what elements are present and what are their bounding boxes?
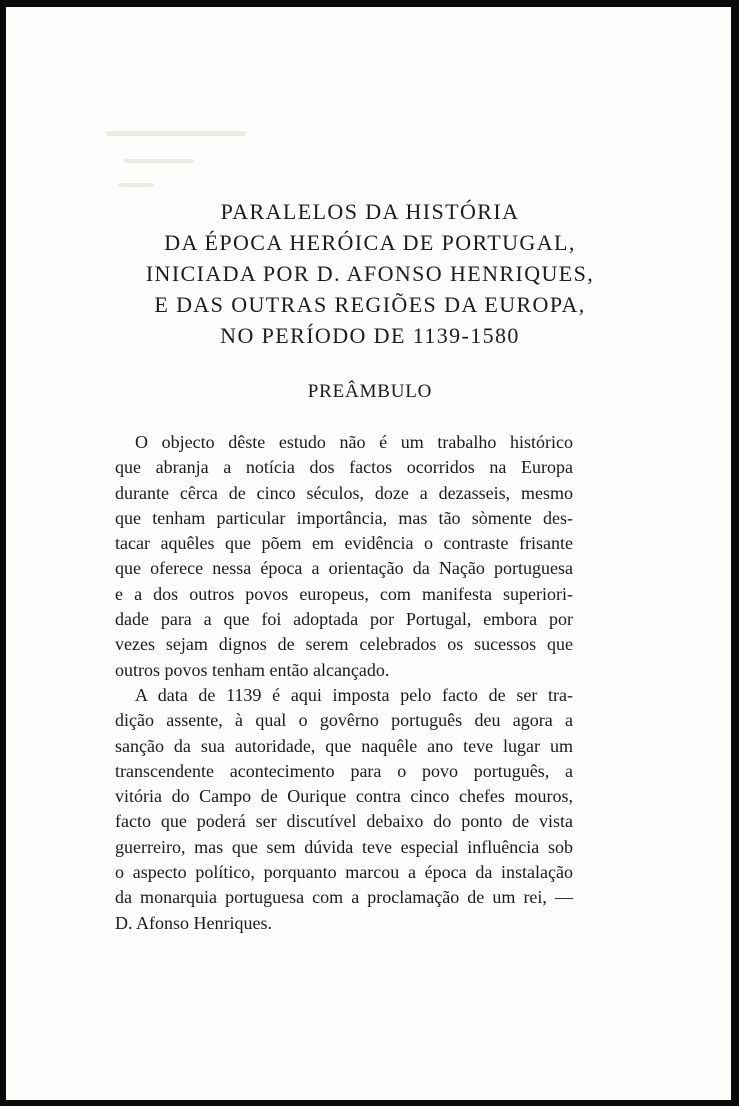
paragraph	[115, 430, 573, 683]
paragraph	[115, 683, 573, 936]
text-line: e a dos outros povos europeus, com manifesta superiori-	[115, 583, 573, 604]
text-line: guerreiro, mas que sem dúvida teve especial influência sob	[115, 836, 573, 857]
text-line: que abranja a notícia dos factos ocorridos na Europa	[115, 457, 573, 478]
text-line: da monarquia portuguesa com a proclamação de um rei, —	[115, 887, 573, 908]
title-line: INICIADA POR D. AFONSO HENRIQUES,	[145, 261, 595, 286]
body-text	[115, 430, 573, 936]
faded-mark	[124, 159, 194, 163]
text-line: dição assente, à qual o govêrno português deu agora a	[115, 710, 573, 731]
text-line: tacar aquêles que põem em evidência o contraste frisante	[115, 533, 573, 554]
faded-mark	[118, 183, 154, 187]
text-line: que oferece nessa época a orientação da Nação portuguesa	[115, 558, 573, 579]
text-line: outros povos tenham então alcançado.	[115, 659, 390, 680]
title-line: DA ÉPOCA HERÓICA DE PORTUGAL,	[164, 230, 576, 255]
text-line: A data de 1139 é aqui imposta pelo facto de ser tra-	[135, 684, 573, 705]
text-line: O objecto dêste estudo não é um trabalho histórico	[135, 432, 573, 452]
text-line: que tenham particular importância, mas tão sòmente des-	[115, 507, 573, 528]
text-line: transcendente acontecimento para o povo português, a	[115, 760, 573, 781]
text-line: o aspecto político, porquanto marcou a época da instalação	[115, 862, 573, 883]
text-line: sanção da sua autoridade, que naquêle ano teve lugar um	[115, 735, 573, 756]
faded-mark	[106, 131, 246, 136]
text-line: dade para a que foi adoptada por Portugal, embora por	[115, 609, 573, 630]
text-line: facto que poderá ser discutível debaixo do ponto de vista	[115, 811, 573, 832]
title-line: NO PERÍODO DE 1139-1580	[220, 323, 520, 348]
text-line: D. Afonso Henriques.	[115, 912, 272, 933]
text-line: durante cêrca de cinco séculos, doze a dezasseis, mesmo	[115, 482, 573, 503]
document-title	[60, 196, 680, 351]
text-line: vezes sejam dignos de serem celebrados os sucessos que	[115, 634, 573, 655]
title-line: E DAS OUTRAS REGIÕES DA EUROPA,	[154, 292, 586, 317]
text-line: vitória do Campo de Ourique contra cinco chefes mouros,	[115, 786, 573, 807]
title-line: PARALELOS DA HISTÓRIA	[220, 199, 520, 224]
section-heading: PREÂMBULO	[307, 381, 433, 402]
